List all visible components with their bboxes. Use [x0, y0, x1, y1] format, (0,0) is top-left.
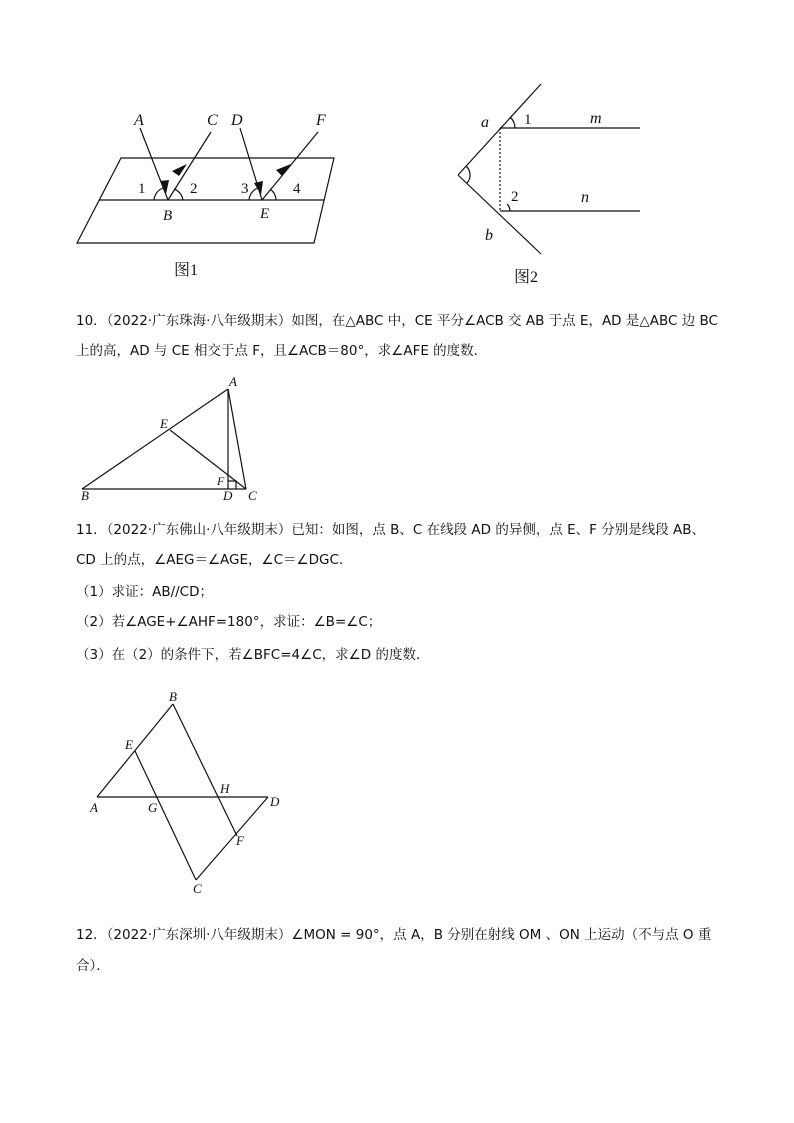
q11-line-1: 11．（2022·广东佛山·八年级期末）已知：如图，点 B、C 在线段 AD 的异侧，点 E、F 分别是线段 AB、: [76, 522, 706, 538]
fig1-label-a: A: [134, 112, 144, 129]
fig1-label-d: D: [231, 112, 243, 129]
q10-label-f: F: [217, 474, 225, 488]
q11-sub-2: （2）若∠AGE+∠AHF=180°，求证：∠B=∠C；: [76, 614, 382, 630]
q11-label-b: B: [169, 689, 177, 704]
q12-line-2: 合）．: [76, 958, 110, 974]
q11-label-h: H: [220, 781, 230, 796]
fig2-label-m: m: [590, 110, 602, 127]
q10-line-2: 上的高，AD 与 CE 相交于点 F，且∠ACB＝80°，求∠AFE 的度数．: [76, 343, 488, 359]
q10-label-a: A: [229, 374, 237, 389]
q10-segment-ce: [170, 430, 246, 489]
fig2-label-b: b: [485, 227, 493, 244]
fig2-angle-2: 2: [511, 189, 519, 205]
q11-label-e: E: [125, 737, 133, 752]
q10-label-b: B: [81, 488, 89, 503]
fig2-label-a: a: [481, 114, 489, 131]
fig1-caption: 图1: [174, 262, 199, 279]
q10-line-1: 10．（2022·广东珠海·八年级期末）如图，在△ABC 中，CE 平分∠ACB 交 AB 于点 E，AD 是△ABC 边 BC: [76, 313, 718, 329]
q11-label-g: G: [148, 800, 158, 815]
fig2-caption: 图2: [514, 269, 539, 286]
fig1-label-b: B: [163, 208, 173, 224]
fig2-arc-2: [507, 204, 510, 211]
fig1-arc-3: [249, 188, 258, 200]
q10-segment-ac: [228, 389, 246, 489]
fig1-arc-2: [174, 189, 183, 200]
q11-label-a: A: [90, 800, 98, 815]
q11-line-2: CD 上的点，∠AEG＝∠AGE，∠C＝∠DGC．: [76, 552, 353, 568]
fig1-angle-4: 4: [293, 181, 301, 197]
q11-segment-ab: [97, 704, 173, 797]
fig2-arc-vertex: [466, 166, 470, 183]
figure-q10: [0, 370, 794, 510]
q10-label-d: D: [223, 488, 233, 503]
q11-label-c: C: [193, 881, 202, 896]
figure-1: [0, 0, 794, 300]
q10-label-c: C: [248, 488, 257, 503]
q11-label-f: F: [236, 833, 244, 848]
q10-label-e: E: [160, 416, 168, 431]
fig1-label-c: C: [207, 112, 218, 129]
q11-sub-1: （1）求证：AB//CD；: [76, 584, 214, 600]
fig2-label-n: n: [581, 189, 589, 206]
q11-segment-bf: [173, 704, 237, 836]
fig2-line-b: [458, 175, 541, 254]
q11-segment-ec: [135, 751, 196, 880]
figure-q11: [0, 685, 794, 900]
fig1-label-e: E: [260, 206, 270, 222]
q11-segment-dc: [196, 797, 268, 880]
q11-label-d: D: [270, 794, 280, 809]
fig2-arc-1: [510, 117, 515, 128]
fig1-label-f: F: [316, 112, 326, 129]
q10-segment-ab: [82, 389, 228, 489]
fig1-arrow-de: [254, 181, 263, 195]
fig1-arc-4: [270, 189, 276, 200]
q11-sub-3: （3）在（2）的条件下，若∠BFC=4∠C，求∠D 的度数．: [76, 647, 430, 663]
fig1-arc-1: [154, 188, 163, 200]
fig1-angle-3: 3: [241, 181, 249, 197]
fig2-angle-1: 1: [524, 112, 532, 128]
fig1-angle-2: 2: [190, 181, 198, 197]
fig1-angle-1: 1: [138, 181, 146, 197]
q12-line-1: 12．（2022·广东深圳·八年级期末）∠MON = 90°，点 A，B 分别在射线 OM 、ON 上运动（不与点 O 重: [76, 927, 712, 943]
